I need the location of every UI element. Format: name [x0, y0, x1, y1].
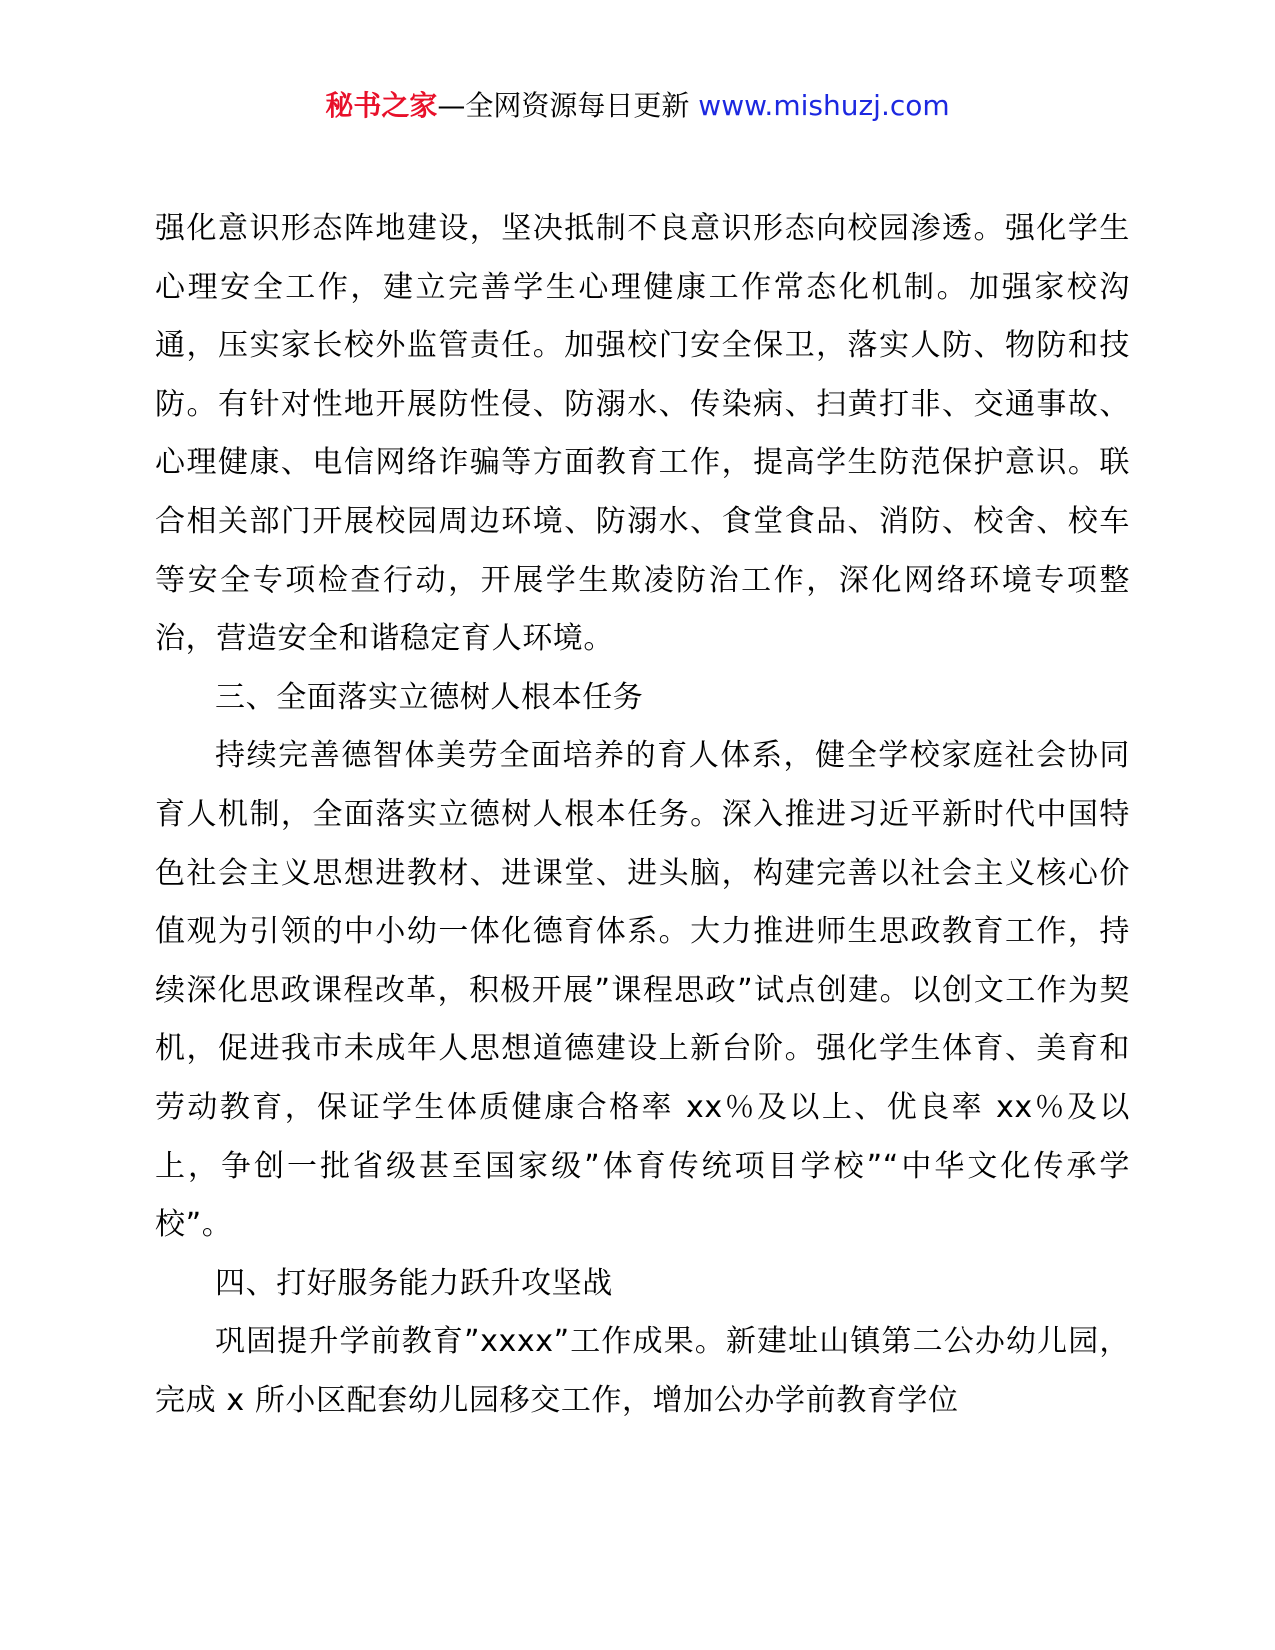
- brand-name: 秘书之家: [325, 89, 438, 122]
- site-url-link[interactable]: www.mishuzj.com: [698, 89, 950, 122]
- section-heading-4: 四、打好服务能力跃升攻坚战: [215, 1265, 613, 1301]
- page-header: [0, 84, 1275, 128]
- section-heading-3: 三、全面落实立德树人根本任务: [215, 679, 644, 715]
- paragraph-section-3: 持续完善德智体美劳全面培养的育人体系，健全学校家庭社会协同育人机制，全面落实立德树人根本任务。深入推进习近平新时代中国特色社会主义思想进教材、进课堂、进头脑，构建完善以社会主义核心价值观为引领的中小幼一体化德育体系。大力推进师生思政教育工作，持续深化思政课程改革，积极开展”课程思政”试点创建。以创文工作为契机，促进我市未成年人思想道德建设上新台阶。强化学生体育、美育和劳动教育，保证学生体质健康合格率 xx％及以上、优良率 xx％及以上，争创一批省级甚至国家级”体育传统项目学校”“中华文化传承学校”。: [155, 738, 1130, 1243]
- document-body: [155, 200, 1130, 1430]
- header-tagline: —全网资源每日更新: [437, 89, 690, 122]
- paragraph-continued: 强化意识形态阵地建设，坚决抵制不良意识形态向校园渗透。强化学生心理安全工作，建立完善学生心理健康工作常态化机制。加强家校沟通，压实家长校外监管责任。加强校门安全保卫，落实人防、物防和技防。有针对性地开展防性侵、防溺水、传染病、扫黄打非、交通事故、心理健康、电信网络诈骗等方面教育工作，提高学生防范保护意识。联合相关部门开展校园周边环境、防溺水、食堂食品、消防、校舍、校车等安全专项检查行动，开展学生欺凌防治工作，深化网络环境专项整治，营造安全和谐稳定育人环境。: [155, 211, 1130, 657]
- paragraph-section-4: 巩固提升学前教育”xxxx”工作成果。新建址山镇第二公办幼儿园，完成 x 所小区配套幼儿园移交工作，增加公办学前教育学位: [155, 1324, 1130, 1418]
